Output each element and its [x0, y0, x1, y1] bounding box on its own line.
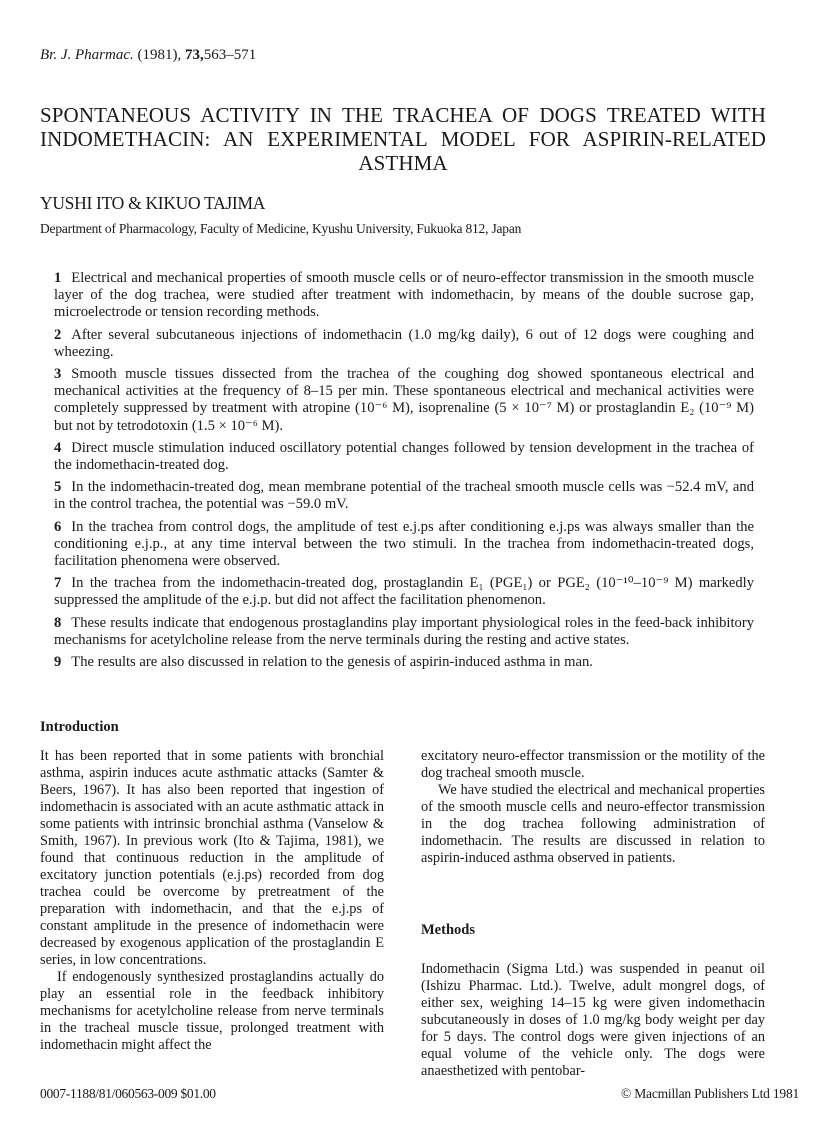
- summary-text: In the trachea from control dogs, the amplitude of test e.j.ps after conditioning e.j.ps was always smaller than the conditioning e.j.p., at any time interval between the two stimuli. In the trachea from indomethacin-treated dogs, facilitation phenomena were observed.: [54, 518, 754, 570]
- affiliation: Department of Pharmacology, Faculty of Medicine, Kyushu University, Fukuoka 812, Japan: [40, 221, 522, 236]
- summary-item: [54, 654, 754, 671]
- summary-number: 3: [54, 366, 62, 383]
- summary-text: These results indicate that endogenous prostaglandins play important physiological roles in the feed-back inhibitory mechanisms for acetylcholine release from the nerve terminals during the resting and active states.: [54, 614, 754, 648]
- summary-item: [54, 327, 754, 361]
- summary: [54, 270, 754, 676]
- journal-pages: 563–571: [203, 47, 257, 63]
- summary-number: 2: [54, 326, 62, 343]
- copyright: © Macmillan Publishers Ltd 1981: [621, 1086, 800, 1101]
- journal-year: (1981),: [137, 47, 182, 63]
- authors: YUSHI ITO & KIKUO TAJIMA: [40, 193, 266, 213]
- introduction-paragraph: If endogenously synthesized prostaglandins actually do play an essential role in the feedback inhibitory mechanisms for acetylcholine release from nerve terminals in the tracheal muscle tissue, prolonged treatment with indomethacin might affect the: [40, 969, 384, 1053]
- summary-item: [54, 366, 754, 435]
- summary-text: Smooth muscle tissues dissected from the trachea of the coughing dog showed spontaneous electrical and mechanical activities at the frequency of 8–15 per min. These spontaneous electrical and mechanical activities were completely suppressed by treatment with atropine (10⁻⁶ M), isoprenaline (5 × 10⁻⁷ M) or prostaglandin E₂ (10⁻⁹ M) but not by tetrodotoxin (1.5 × 10⁻⁶ M).: [54, 366, 754, 434]
- summary-item: [54, 519, 754, 571]
- summary-item: [54, 575, 754, 609]
- summary-number: 9: [54, 654, 62, 671]
- summary-text: Electrical and mechanical properties of smooth muscle cells or of neuro-effector transmission in the smooth muscle layer of the dog trachea, were studied after treatment with indomethacin, by means of the double sucrose gap, microelectrode or tension recording methods.: [54, 270, 754, 321]
- introduction-left-column: [40, 748, 384, 1054]
- methods-paragraph: Indomethacin (Sigma Ltd.) was suspended in peanut oil (Ishizu Pharmac. Ltd.). Twelve, adult mongrel dogs, of either sex, weighing 14–15 kg were given indomethacin subcutaneously in doses of 1.0 mg/kg body weight per day for 5 days. The control dogs were given injections of an equal volume of the vehicle only. The dogs were anaesthetized with pentobar-: [421, 961, 765, 1079]
- summary-text: The results are also discussed in relation to the genesis of aspirin-induced asthma in man.: [71, 654, 593, 671]
- article-code: 0007-1188/81/060563-009 $01.00: [40, 1086, 216, 1101]
- summary-number: 4: [54, 439, 62, 456]
- journal-citation: [40, 47, 256, 64]
- journal-volume: 73,: [185, 47, 204, 63]
- summary-item: [54, 615, 754, 649]
- summary-number: 5: [54, 479, 62, 496]
- article-title: SPONTANEOUS ACTIVITY IN THE TRACHEA OF DOGS TREATED WITH INDOMETHACIN: AN EXPERIMENTAL MODEL FOR ASPIRIN-RELATED ASTHMA: [40, 103, 766, 175]
- methods-body: [421, 961, 765, 1080]
- summary-text: In the indomethacin-treated dog, mean membrane potential of the tracheal smooth muscle cells was −52.4 mV, and in the control trachea, the potential was −59.0 mV.: [54, 479, 754, 513]
- introduction-heading: Introduction: [40, 719, 119, 735]
- introduction-paragraph: It has been reported that in some patients with bronchial asthma, aspirin induces acute asthmatic attacks (Samter & Beers, 1967). It has also been reported that ingestion of indomethacin is associated with an acute asthmatic attack in some patients with intrinsic bronchial asthma (Vanselow & Smith, 1967). In previous work (Ito & Tajima, 1981), we found that continuous reduction in the amplitude of excitatory junction potentials (e.j.ps) recorded from dog trachea could be overcome by pretreatment of the preparation with indomethacin, and that the e.j.ps of constant amplitude in the presence of indomethacin were decreased by exogenous application of the prostaglandin E series, in low concentrations.: [40, 748, 384, 968]
- introduction-paragraph: excitatory neuro-effector transmission or the motility of the dog tracheal smooth muscle.: [421, 748, 765, 781]
- summary-number: 8: [54, 614, 62, 631]
- summary-text: After several subcutaneous injections of indomethacin (1.0 mg/kg daily), 6 out of 12 dogs were coughing and wheezing.: [54, 326, 754, 360]
- journal-abbrev: Br. J. Pharmac.: [40, 47, 134, 63]
- summary-item: [54, 440, 754, 474]
- summary-text: In the trachea from the indomethacin-treated dog, prostaglandin E₁ (PGE₁) or PGE₂ (10⁻¹⁰–10⁻⁹ M) markedly suppressed the amplitude of the e.j.p. but did not affect the facilitation phenomenon.: [54, 575, 754, 609]
- introduction-right-column: [421, 748, 765, 867]
- summary-text: Direct muscle stimulation induced oscillatory potential changes followed by tension development in the trachea of the indomethacin-treated dog.: [54, 439, 754, 474]
- summary-item: [54, 270, 754, 322]
- summary-number: 1: [54, 270, 62, 286]
- summary-item: [54, 479, 754, 513]
- summary-number: 7: [54, 575, 62, 592]
- introduction-paragraph: We have studied the electrical and mechanical properties of the smooth muscle cells and neuro-effector transmission in the dog trachea following administration of indomethacin. The results are discussed in relation to aspirin-induced asthma observed in patients.: [421, 782, 765, 866]
- summary-number: 6: [54, 518, 62, 535]
- methods-heading: Methods: [421, 922, 475, 938]
